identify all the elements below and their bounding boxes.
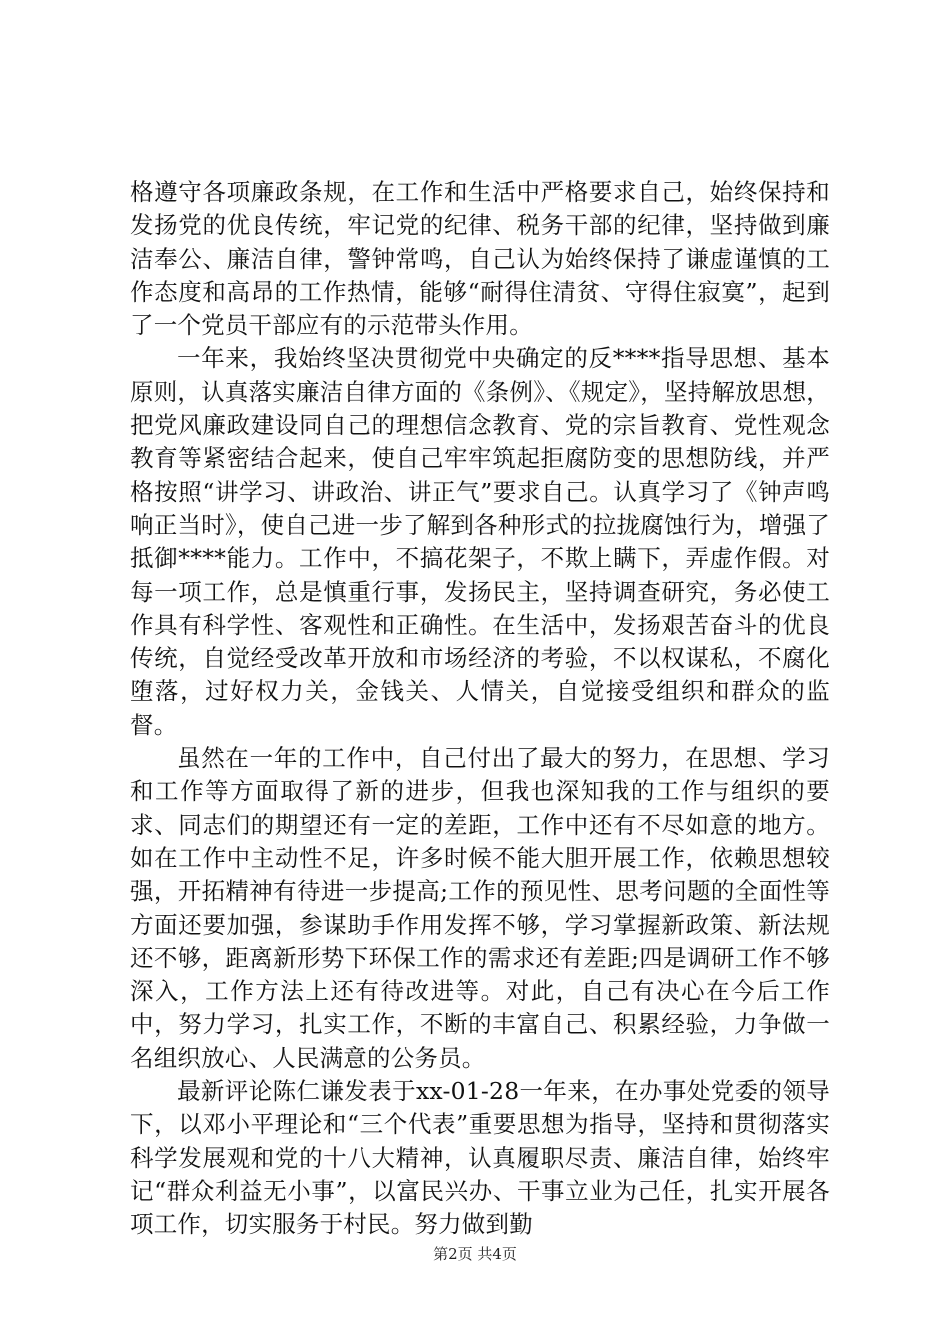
document-body (130, 176, 830, 1242)
paragraph-2: 一年来，我始终坚决贯彻党中央确定的反****指导思想、基本原则，认真落实廉洁自律方面的《条例》、《规定》，坚持解放思想，把党风廉政建设同自己的理想信念教育、党的宗旨教育、党性观念教育等紧密结合起来，使自己牢牢筑起拒腐防变的思想防线，并严格按照“讲学习、讲政治、讲正气”要求自己。认真学习了《钟声鸣响正当时》，使自己进一步了解到各种形式的拉拢腐蚀行为，增强了抵御****能力。工作中，不搞花架子，不欺上瞒下，弄虚作假。对每一项工作，总是慎重行事，发扬民主，坚持调查研究，务必使工作具有科学性、客观性和正确性。在生活中，发扬艰苦奋斗的优良传统，自觉经受改革开放和市场经济的考验，不以权谋私，不腐化堕落，过好权力关，金钱关、人情关，自觉接受组织和群众的监督。 (130, 344, 830, 739)
paragraph-4: 最新评论陈仁谦发表于xx-01-28一年来，在办事处党委的领导下，以邓小平理论和“三个代表”重要思想为指导，坚持和贯彻落实科学发展观和党的十八大精神，认真履职尽责、廉洁自律，始终牢记“群众利益无小事”，以富民兴办、干事立业为己任，扎实开展各项工作，切实服务于村民。努力做到勤 (130, 1077, 830, 1239)
paragraph-1: 格遵守各项廉政条规，在工作和生活中严格要求自己，始终保持和发扬党的优良传统，牢记党的纪律、税务干部的纪律，坚持做到廉洁奉公、廉洁自律，警钟常鸣，自己认为始终保持了谦虚谨慎的工作态度和高昂的工作热情，能够“耐得住清贫、守得住寂寞”，起到了一个党员干部应有的示范带头作用。 (130, 178, 830, 340)
page-footer (0, 1243, 950, 1264)
paragraph-3: 虽然在一年的工作中，自己付出了最大的努力，在思想、学习和工作等方面取得了新的进步，但我也深知我的工作与组织的要求、同志们的期望还有一定的差距，工作中还有不尽如意的地方。如在工作中主动性不足，许多时候不能大胆开展工作，依赖思想较强，开拓精神有待进一步提高;工作的预见性、思考问题的全面性等方面还要加强，参谋助手作用发挥不够，学习掌握新政策、新法规还不够，距离新形势下环保工作的需求还有差距;四是调研工作不够深入，工作方法上还有待改进等。对此，自己有决心在今后工作中，努力学习，扎实工作，不断的丰富自己、积累经验，力争做一名组织放心、人民满意的公务员。 (130, 744, 830, 1072)
page-number-label: 第2页 共4页 (433, 1245, 517, 1263)
